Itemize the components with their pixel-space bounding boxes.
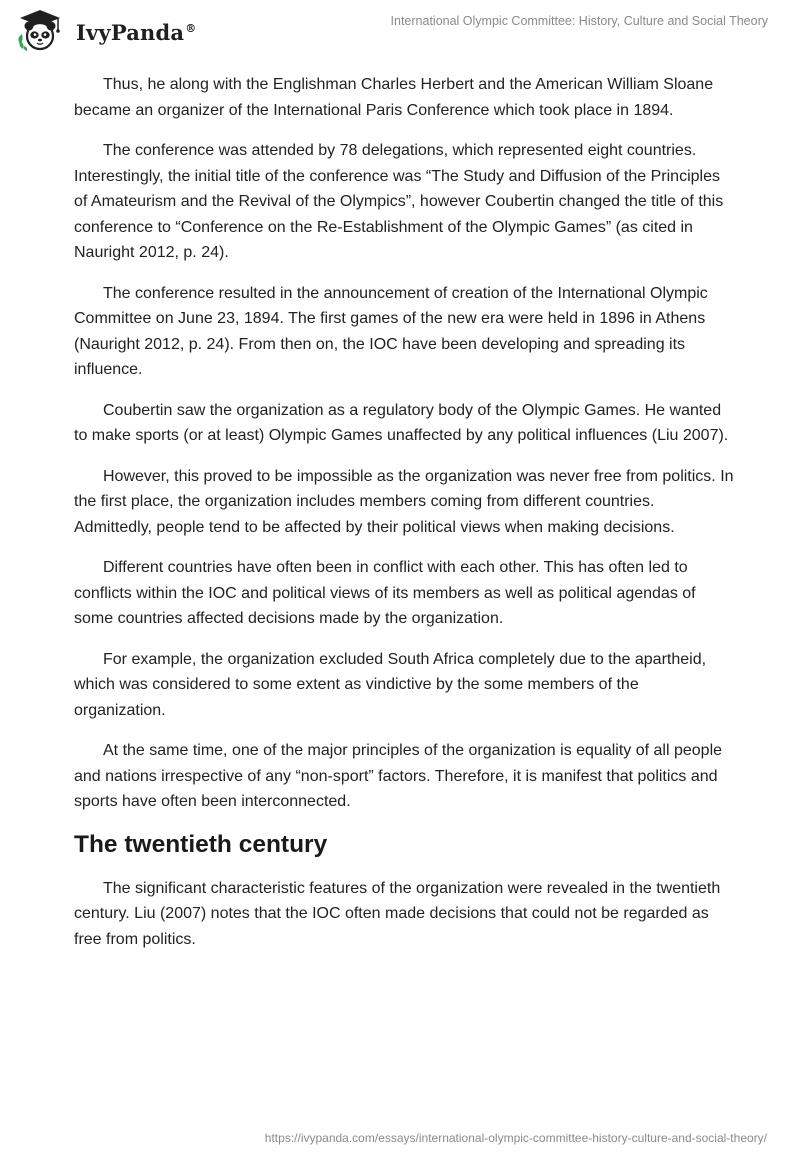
paragraph: Different countries have often been in conflict with each other. This has often led to conflicts within the IOC and political views of its members as well as political agendas of some countries affected decisions made by the organization. [74, 559, 696, 627]
article-body [74, 72, 734, 967]
brand-name: IvyPanda® [76, 19, 197, 45]
paragraph: The significant characteristic features of the organization were revealed in the twentieth century. Liu (2007) notes that the IOC often made decisions that could not be regarded as free from politics. [74, 879, 721, 948]
document-title: International Olympic Committee: History, Culture and Social Theory [390, 14, 768, 28]
paragraph: Thus, he along with the Englishman Charles Herbert and the American William Sloane became an organizer of the International Paris Conference which took place in 1894. [74, 76, 714, 119]
paragraph: At the same time, one of the major principles of the organization is equality of all people and nations irrespective of any “non-sport” factors. Therefore, it is manifest that politics and sports have often been interconnected. [74, 742, 723, 810]
paragraph: The conference resulted in the announcement of creation of the International Olympic Committee on June 23, 1894. The first games of the new era were held in 1896 in Athens (Nauright 2012, p. 24). From then on, the IOC have been developing and spreading its influence. [74, 284, 708, 378]
panda-graduate-icon [14, 8, 66, 52]
paragraph: Coubertin saw the organization as a regulatory body of the Olympic Games. He wanted to make sports (or at least) Olympic Games unaffected by any political influences (Liu 2007). [74, 401, 729, 444]
brand-logo[interactable] [14, 8, 196, 52]
source-url[interactable]: https://ivypanda.com/essays/international-olympic-committee-history-culture-and-social-theory/ [264, 1131, 767, 1145]
page-header [0, 0, 800, 60]
registered-mark: ® [185, 21, 197, 35]
paragraph: However, this proved to be impossible as the organization was never free from politics. In the first place, the organization includes members coming from different countries. Admittedly, people tend to be affected by their political views when making decisions. [74, 467, 734, 536]
paragraph: The conference was attended by 78 delegations, which represented eight countries. Interestingly, the initial title of the conference was “The Study and Diffusion of the Principles of Amateurism and the Revival of the Olympics”, however Coubertin changed the title of this conference to “Conference on the Re-Establishment of the Olympic Games” (as cited in Nauright 2012, p. 24). [74, 142, 724, 261]
section-heading: The twentieth century [74, 830, 328, 858]
paragraph: For example, the organization excluded South Africa completely due to the apartheid, which was considered to some extent as vindictive by the some members of the organization. [74, 650, 707, 719]
